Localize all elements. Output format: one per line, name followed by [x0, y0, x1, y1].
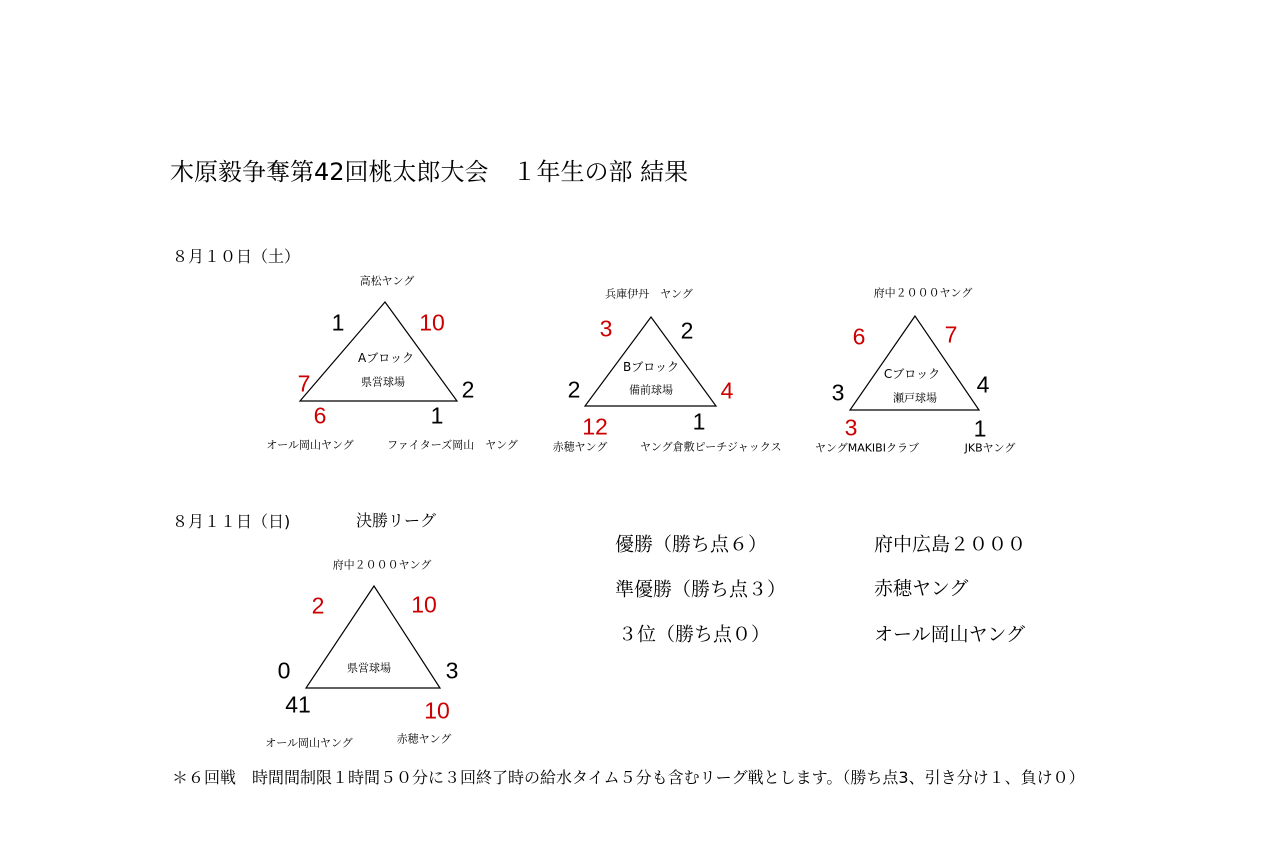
- block-c-score-left-vs-right-right: 1: [973, 415, 987, 442]
- block-c-team-top: 府中２０００ヤング: [873, 286, 973, 300]
- result-team-2: 赤穂ヤング: [874, 577, 969, 600]
- block-b-score-top-vs-left-left: 2: [567, 376, 581, 403]
- result-team-3: オール岡山ヤング: [874, 623, 1026, 646]
- final-score-top-vs-left-top: 2: [311, 592, 325, 619]
- block-a-score-top-vs-left-top: 1: [331, 309, 345, 336]
- final-score-top-vs-right-top: 10: [411, 591, 437, 618]
- block-c-name: Cブロック: [883, 367, 941, 381]
- block-b-venue: 備前球場: [629, 383, 673, 397]
- final-score-top-vs-right-right: 3: [445, 657, 459, 684]
- block-b-score-top-vs-right-right: 4: [720, 377, 734, 404]
- block-b-name: Bブロック: [623, 360, 679, 374]
- block-c-venue: 瀬戸球場: [893, 391, 937, 405]
- block-c-team-right: JKBヤング: [964, 441, 1016, 455]
- block-a-team-right: ファイターズ岡山 ヤング: [387, 438, 518, 452]
- block-b-score-left-vs-right-left: 12: [582, 413, 608, 440]
- block-a-score-left-vs-right-left: 6: [313, 402, 327, 429]
- final-score-top-vs-left-left: 0: [277, 657, 291, 684]
- block-b-team-right: ヤング倉敷ピーチジャックス: [640, 440, 782, 454]
- block-c-score-top-vs-left-top: 6: [852, 323, 866, 350]
- day1-date: ８月１０日（土）: [172, 247, 301, 266]
- block-a-score-top-vs-left-left: 7: [297, 370, 311, 397]
- block-a-name: Aブロック: [358, 351, 414, 365]
- block-b-team-top: 兵庫伊丹 ヤング: [605, 287, 693, 301]
- final-team-left: オール岡山ヤング: [265, 736, 353, 750]
- block-a-team-top: 高松ヤング: [359, 274, 415, 288]
- block-c-score-top-vs-right-right: 4: [976, 371, 990, 398]
- result-team-1: 府中広島２０００: [874, 533, 1027, 556]
- day2-date: ８月１１日（日): [172, 512, 291, 531]
- rules-note: ＊６回戦 時間間制限１時間５０分に３回終了時の給水タイム５分も含むリーグ戦とします。（勝ち点3、引き分け１、負け０）: [172, 768, 1085, 787]
- page-title: 木原毅争奪第42回桃太郎大会 １年生の部 結果: [170, 158, 689, 186]
- block-a-team-left: オール岡山ヤング: [266, 438, 354, 452]
- block-c-score-left-vs-right-left: 3: [844, 414, 858, 441]
- block-a-score-top-vs-right-top: 10: [419, 309, 445, 336]
- final-score-left-vs-right-right: 10: [424, 697, 450, 724]
- block-a-score-top-vs-right-right: 2: [461, 376, 475, 403]
- block-b-score-left-vs-right-right: 1: [692, 408, 706, 435]
- final-league-label: 決勝リーグ: [356, 511, 437, 530]
- final-team-right: 赤穂ヤング: [396, 732, 452, 746]
- final-team-top: 府中２０００ヤング: [332, 558, 432, 572]
- result-place-3: ３位（勝ち点０）: [618, 623, 771, 646]
- block-b-score-top-vs-right-top: 2: [680, 317, 694, 344]
- block-c-score-top-vs-right-top: 7: [944, 321, 958, 348]
- result-place-1: 優勝（勝ち点６）: [615, 533, 768, 556]
- final-score-left-vs-right-left: 41: [285, 691, 311, 718]
- block-a-venue: 県営球場: [361, 375, 405, 389]
- final-venue: 県営球場: [347, 661, 391, 675]
- block-c-score-top-vs-left-left: 3: [831, 379, 845, 406]
- block-a-score-left-vs-right-right: 1: [430, 402, 444, 429]
- result-place-2: 準優勝（勝ち点３）: [615, 578, 787, 601]
- block-b-score-top-vs-left-top: 3: [599, 315, 613, 342]
- block-b-team-left: 赤穂ヤング: [552, 440, 608, 454]
- block-c-team-left: ヤングMAKIBIクラブ: [815, 441, 919, 455]
